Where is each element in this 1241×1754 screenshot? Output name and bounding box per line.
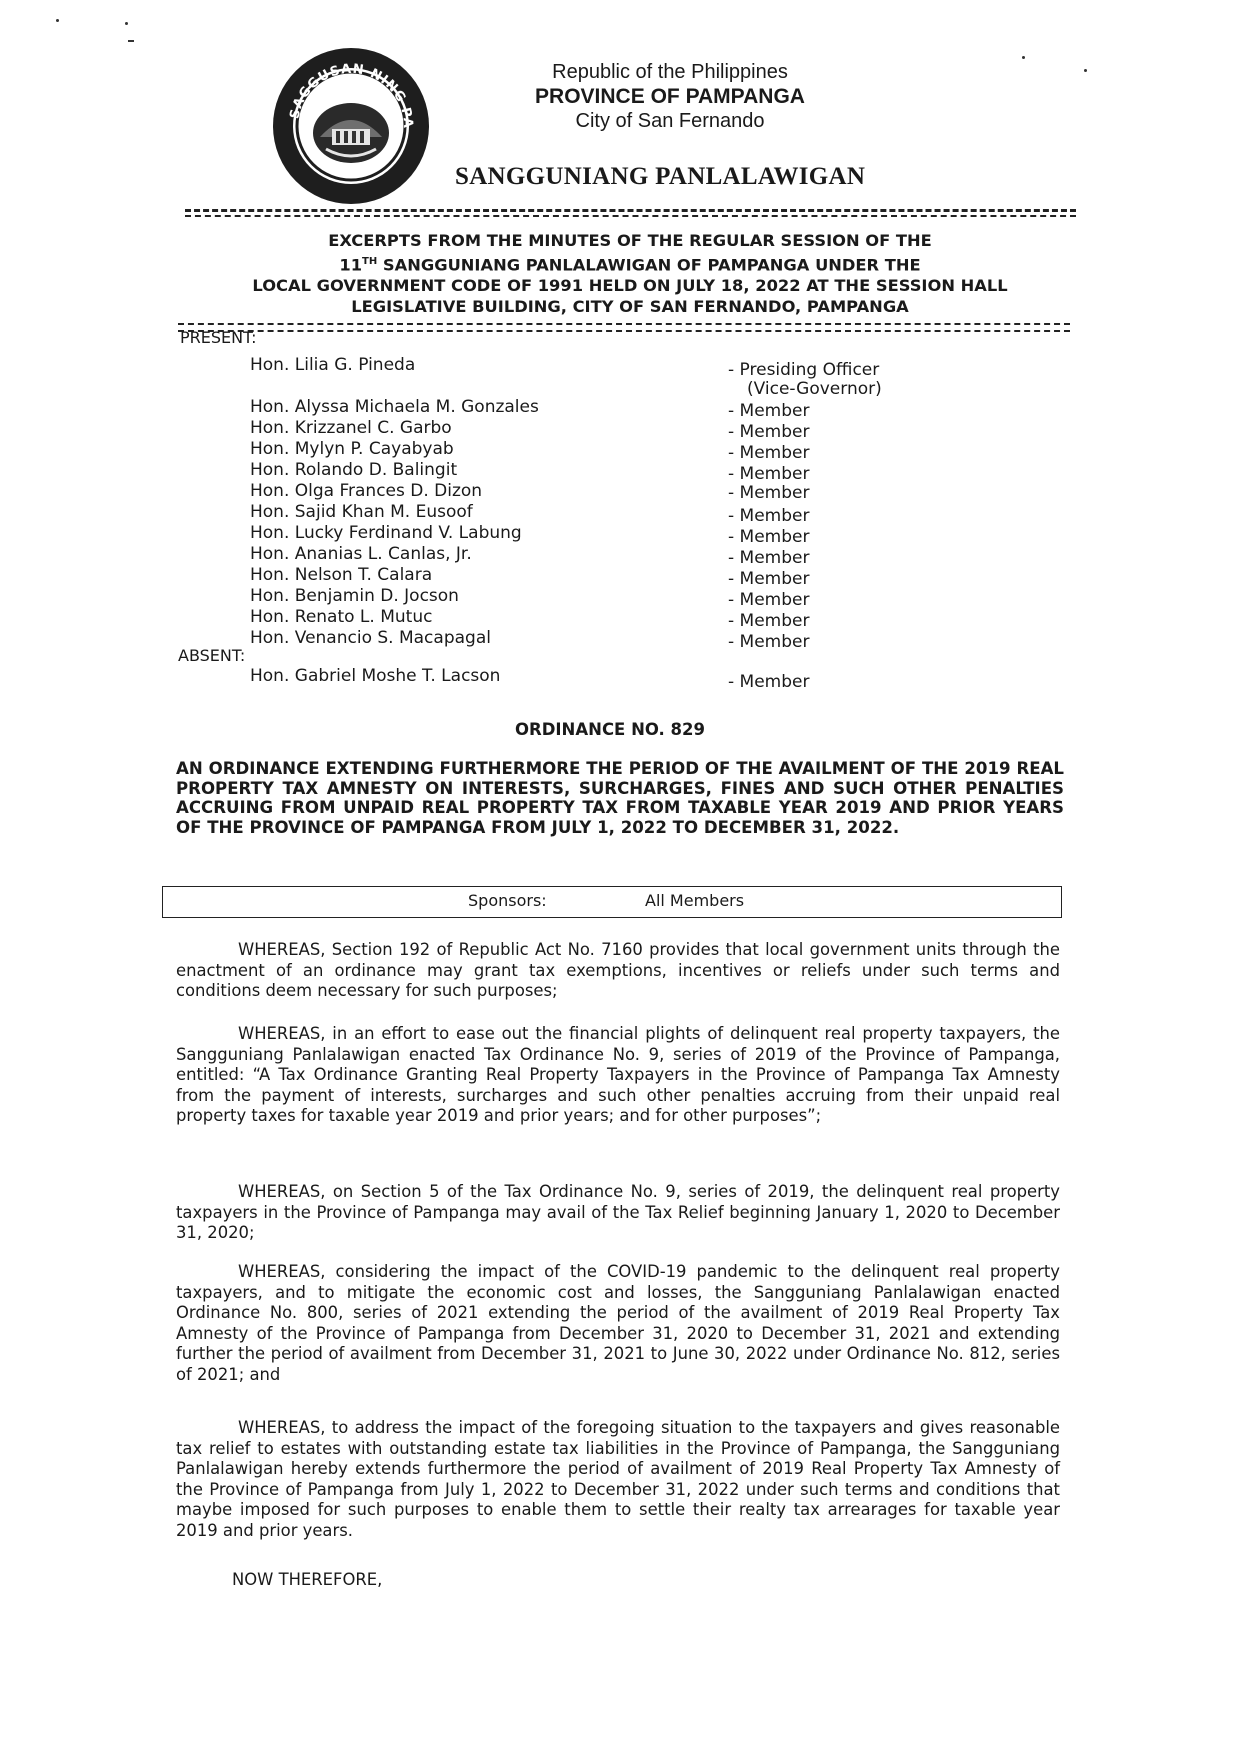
excerpt-divider bbox=[178, 330, 1070, 332]
excerpt-line-3: LOCAL GOVERNMENT CODE OF 1991 HELD ON JULY 18, 2022 AT THE SESSION HALL bbox=[252, 276, 1008, 296]
excerpt-line-4: LEGISLATIVE BUILDING, CITY OF SAN FERNANDO, PAMPANGA bbox=[351, 297, 909, 317]
member-name: Hon. Lucky Ferdinand V. Labung bbox=[250, 523, 522, 543]
svg-text:SAGGUSAN NING PAMPANGA: SAGGUSAN NING PA bbox=[287, 61, 416, 130]
scan-mark bbox=[128, 40, 134, 42]
sponsors-value: All Members bbox=[645, 891, 745, 910]
member-role: - Member bbox=[728, 548, 810, 568]
member-role: - Member bbox=[728, 672, 810, 692]
member-row bbox=[250, 418, 950, 442]
closing-phrase: NOW THEREFORE, bbox=[232, 1570, 383, 1589]
sponsors-box bbox=[162, 886, 1062, 918]
member-row bbox=[250, 628, 950, 652]
member-row bbox=[250, 397, 950, 421]
city-name: City of San Fernando bbox=[575, 110, 765, 132]
republic-line: Republic of the Philippines bbox=[552, 61, 788, 83]
session-suffix: TH bbox=[362, 256, 378, 267]
member-role: - Member bbox=[728, 569, 810, 589]
member-name: Hon. Sajid Khan M. Eusoof bbox=[250, 502, 473, 522]
council-name: SANGGUNIANG PANLALAWIGAN bbox=[455, 163, 866, 190]
member-name: Hon. Mylyn P. Cayabyab bbox=[250, 439, 454, 459]
provincial-seal bbox=[270, 45, 432, 207]
member-role: - Member bbox=[728, 464, 810, 484]
whereas-clause: WHEREAS, on Section 5 of the Tax Ordinance No. 9, series of 2019, the delinquent real property taxpayers in the Province of Pampanga may avail of the Tax Relief beginning January 1, 2020 to December 31, 2020; bbox=[176, 1182, 1060, 1243]
member-name: Hon. Gabriel Moshe T. Lacson bbox=[250, 666, 501, 686]
member-row bbox=[250, 586, 950, 610]
member-role: - Presiding Officer bbox=[728, 360, 880, 380]
province-name: PROVINCE OF PAMPANGA bbox=[535, 85, 805, 108]
member-name: Hon. Nelson T. Calara bbox=[250, 565, 433, 585]
member-name: Hon. Alyssa Michaela M. Gonzales bbox=[250, 397, 539, 417]
ordinance-number: ORDINANCE NO. 829 bbox=[514, 720, 705, 739]
member-name: Hon. Benjamin D. Jocson bbox=[250, 586, 459, 606]
member-row bbox=[250, 460, 950, 484]
member-role: - Member bbox=[728, 401, 810, 421]
absent-label: ABSENT: bbox=[178, 646, 246, 665]
excerpt-line-2 bbox=[230, 251, 1030, 275]
sponsors-label: Sponsors: bbox=[468, 891, 547, 910]
member-role: - Member bbox=[728, 611, 810, 631]
member-row bbox=[250, 607, 950, 631]
member-name: Hon. Rolando D. Balingit bbox=[250, 460, 458, 480]
member-row bbox=[250, 439, 950, 463]
member-name: Hon. Ananias L. Canlas, Jr. bbox=[250, 544, 472, 564]
member-name: Hon. Renato L. Mutuc bbox=[250, 607, 433, 627]
member-name: Hon. Krizzanel C. Garbo bbox=[250, 418, 452, 438]
whereas-clause: WHEREAS, Section 192 of Republic Act No. 7160 provides that local government units through the enactment of an ordinance may grant tax exemptions, incentives or reliefs under such terms and conditions deem necessary for such purposes; bbox=[176, 940, 1060, 1001]
header-divider bbox=[185, 215, 1076, 217]
member-role: - Member bbox=[728, 527, 810, 547]
whereas-clause: WHEREAS, considering the impact of the COVID-19 pandemic to the delinquent real property taxpayers, and to mitigate the economic cost and losses, the Sangguniang Panlalawigan enacted Ordinance No. 800, series of 2021 extending the period of the availment of 2019 Real Property Tax Amnesty of the Province of Pampanga from December 31, 2020 to December 31, 2021 and extending further the period of availment from December 31, 2021 to June 30, 2022 under Ordinance No. 812, series of 2021; and bbox=[176, 1262, 1060, 1384]
excerpt-heading bbox=[230, 230, 1030, 317]
member-row bbox=[250, 523, 950, 547]
member-role: - Member bbox=[728, 443, 810, 463]
member-row bbox=[250, 565, 950, 589]
header-divider bbox=[185, 209, 1076, 212]
member-role: - Member bbox=[728, 590, 810, 610]
presiding-officer-row bbox=[250, 355, 950, 380]
member-role: - Member bbox=[728, 632, 810, 652]
member-row bbox=[250, 544, 950, 568]
member-role: - Member bbox=[728, 422, 810, 442]
excerpt-line-2-rest: SANGGUNIANG PANLALAWIGAN OF PAMPANGA UNDER THE bbox=[377, 255, 921, 275]
member-role: - Member bbox=[728, 506, 810, 526]
session-number: 11 bbox=[339, 255, 363, 275]
member-name: Hon. Venancio S. Macapagal bbox=[250, 628, 491, 648]
ordinance-title: AN ORDINANCE EXTENDING FURTHERMORE THE PERIOD OF THE AVAILMENT OF THE 2019 REAL PROPERTY TAX AMNESTY ON INTERESTS, SURCHARGES, FINES AND SUCH OTHER PENALTIES ACCRUING FROM UNPAID REAL PROPERTY TAX FROM TAXABLE YEAR 2019 AND PRIOR YEARS OF THE PROVINCE OF PAMPANGA FROM JULY 1, 2022 TO DECEMBER 31, 2022. bbox=[176, 759, 1064, 837]
scan-mark bbox=[1084, 69, 1087, 72]
member-row bbox=[250, 502, 950, 526]
member-row bbox=[250, 481, 950, 502]
presiding-note: (Vice-Governor) bbox=[747, 379, 882, 399]
excerpt-line-1: EXCERPTS FROM THE MINUTES OF THE REGULAR SESSION OF THE bbox=[328, 231, 932, 250]
scan-mark bbox=[125, 22, 128, 25]
member-role: - Member bbox=[728, 483, 810, 503]
scan-mark bbox=[56, 19, 59, 22]
whereas-clause: WHEREAS, to address the impact of the foregoing situation to the taxpayers and gives reasonable tax relief to estates with outstanding estate tax liabilities in the Province of Pampanga, the Sangguniang Panlalawigan hereby extends furthermore the period of availment of 2019 Real Property Tax Amnesty of the Province of Pampanga from July 1, 2022 to December 31, 2022 under such terms and conditions that maybe imposed for such purposes to enable them to settle their realty tax arrearages for taxable year 2019 and prior years. bbox=[176, 1418, 1060, 1540]
member-name: Hon. Olga Frances D. Dizon bbox=[250, 481, 483, 501]
whereas-clause: WHEREAS, in an effort to ease out the financial plights of delinquent real property taxpayers, the Sangguniang Panlalawigan enacted Tax Ordinance No. 9, series of 2019 of the Province of Pampanga, entitled: “A Tax Ordinance Granting Real Property Taxpayers in the Province of Pampanga Tax Amnesty from the payment of interests, surcharges and such other penalties accruing from their unpaid real property taxes for taxable year 2019 and prior years; and for other purposes”; bbox=[176, 1024, 1060, 1126]
excerpt-divider bbox=[178, 323, 1070, 325]
scan-mark bbox=[1022, 56, 1025, 59]
member-name: Hon. Lilia G. Pineda bbox=[250, 355, 416, 375]
present-label: PRESENT: bbox=[180, 328, 257, 347]
